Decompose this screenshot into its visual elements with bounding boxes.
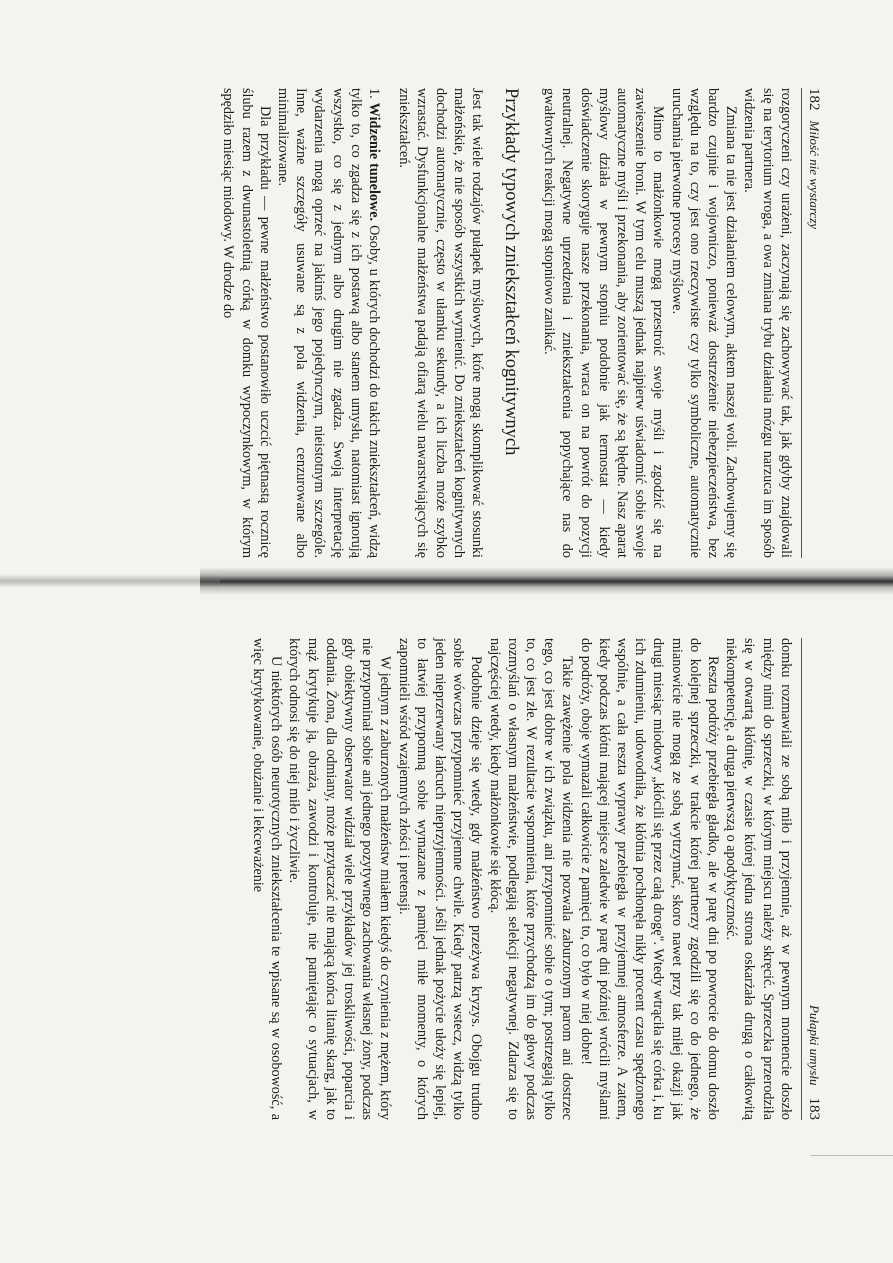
list-item-1-text: Osoby, u których dochodzi do takich zniekształceń, widzą tylko to, co zgadza się z ich postawą albo stanem umysłu, natomiast ignorują wszystko, co się z jednym albo drugim nie zgadza. Swoją interpretację wydarzenia mogą oprzeć na jakimś jego pojedynczym, nieistotnym szczególe. Inne, ważne szczegóły usuwane są z pola widzenia, cenzurowane albo minimalizowane. bbox=[274, 88, 382, 559]
left-paragraph-2: Zmiana ta nie jest działaniem celowym, aktem naszej woli. Zachowujemy się bardzo czujnie i wojowniczo, ponieważ dostrzeżenie niebezpieczeństwa, bez względu na to, czy jest ono rzeczywiste czy tylko symboliczne, automatycznie uruchamia pierwotne procesy myślowe. bbox=[668, 88, 740, 558]
right-paragraph-2: Reszta podróży przebiegła gładko, ale w parę dni po powrocie do domu doszło do kolejnej sprzeczki, w trakcie której partnerzy zgodzili się co do jednego, że mianowicie nie mogą ze sobą wytrzymać, skoro nawet przy tak miłej okazji jak drugi miesiąc miodowy „kłócili się przez całą drogę". Wtedy wtrąciła się córka i, ku ich zdumieniu, udowodniła, że kłótnia pochłonęła nikły procent czasu spędzonego wspólnie, a cała reszta wyprawy przebiegła w przyjemnej atmosferze. A zatem, kiedy podczas kłótni mającej miejsce zaledwie w parę dni później wrócili myślami do podróży, oboje wymazali całkowicie z pamięci to, co było w niej dobre! bbox=[577, 638, 721, 1120]
list-item-1-number: 1. bbox=[365, 88, 382, 99]
right-paragraph-5: W jednym z zaburzonych małżeństw miałem kiedyś do czynienia z mężem, który nie przypominał sobie ani jednego pozytywnego zachowania własnej żony, podczas gdy obiektywny obserwator widział wiele przykładów jej troskliwości, poparcia i oddania. Żona, dla odmiany, może przytaczać nie mającą końca litanię skarg, jak to mąż krytykuje ją, obraża, zawodzi i kontroluje, nie pamiętając o sytuacjach, w których odnosi się do niej miło i życzliwie. bbox=[286, 638, 394, 1120]
right-paragraph-6: U niektórych osób neurotycznych zniekształcenia te wpisane są w osobowość, a więc krytykowanie, obużanie i lekceważenie bbox=[249, 638, 285, 1120]
right-page bbox=[83, 638, 823, 1120]
section-intro: Jest tak wiele rodzajów pułapek myślowych, które mogą skomplikować stosunki małżeńskie, że nie sposób wszystkich wymienić. Do zniekształceń kognitywnych dochodzi automatycznie, często w ułamku sekundy, a ich liczba może szybko wzrastać. Dysfunkcjonalne małżeństwa padają ofiarą wielu nawarstwiających się zniekształceń. bbox=[396, 88, 485, 558]
right-paragraph-4: Podobnie dzieje się wtedy, gdy małżeństwo przeżywa kryzys. Obojgu trudno sobie wówczas przypomnieć przyjemne chwile. Kiedy patrzą wstecz, widzą tylko jeden nieprzerwany łańcuch nieprzyjemności. Jeśli jednak pożycie ułoży się lepiej, to łatwiej przypomną sobie wymazane z pamięci miłe momenty, o których zapomnieli wśród wzajemnych złości i pretensji. bbox=[395, 638, 485, 1120]
left-paragraph-3: Mimo to małżonkowie mogą przestroić swoje myśli i zgodzić się na zawieszenie broni. W tym celu muszą jednak najpierw uświadomić sobie swoje automatyczne myśli i przekonania, aby zorientować się, że są błędne. Nasz aparat myślowy działa w pewnym stopniu podobnie jak termostat — kiedy doświadczenie skoryguje nasze przekonania, wraca on na powrót do pozycji neutralnej. Negatywne uprzedzenia i zniekształcenia popychające nas do gwałtownych reakcji mogą stopniowo zanikać. bbox=[541, 88, 667, 558]
right-running-head bbox=[801, 638, 823, 1120]
left-running-head-title: Miłość nie wystarczy bbox=[807, 120, 822, 230]
page-edge-line bbox=[810, 1155, 893, 1156]
right-page-number: 183 bbox=[806, 1097, 822, 1120]
left-paragraph-1: rozgoryczeni czy urażeni, zaczynają się zachowywać tak, jak gdyby znajdowali się na terytorium wroga, a owa zmiana trybu działania mózgu narzuca im sposób widzenia partnera. bbox=[741, 88, 794, 558]
binding-gutter-shadow-faint bbox=[0, 574, 220, 588]
binding-gutter-shadow bbox=[200, 567, 893, 595]
list-item-1-term: Widzenie tunelowe. bbox=[365, 102, 382, 222]
right-paragraph-3: Takie zawężenie pola widzenia nie pozwala zaburzonym parom ani dostrzec tego, co jest dobre w ich związku, ani przypomnieć sobie o tym; postrzegają tylko to, co jest złe. W rezultacie wspomnienia, które przychodzą im do głowy podczas rozmyślań o własnym małżeństwie, podlegają selekcji negatywnej. Zdarza się to najczęściej wtedy, kiedy małżonkowie się kłócą. bbox=[486, 638, 576, 1120]
right-running-head-title: Pułapki umysłu bbox=[807, 1004, 822, 1086]
list-item-1-example: Dla przykładu — pewne małżeństwo postanowiło uczcić piętnastą rocznicę ślubu razem z dwunastoletnią córką w domku wypoczynkowym, w którym spędziło miesiąc miodowy. W drodze do bbox=[220, 88, 273, 558]
section-title: Przykłady typowych zniekształceń kognitywnych bbox=[500, 88, 521, 456]
left-page bbox=[83, 88, 823, 558]
right-paragraph-1: domku rozmawiali ze sobą miło i przyjemnie, aż w pewnym momencie doszło między nimi do sprzeczki, w którym miejscu należy skręcić. Sprzeczka przerodziła się w otwartą kłótnię, w czasie której jedna strona oskarżała drugą o całkowitą niekompetencję, a druga pierwszą o apodyktyczność. bbox=[723, 638, 794, 1120]
left-running-head bbox=[801, 88, 823, 558]
list-item-1 bbox=[274, 88, 383, 558]
left-page-number: 182 bbox=[806, 88, 822, 111]
